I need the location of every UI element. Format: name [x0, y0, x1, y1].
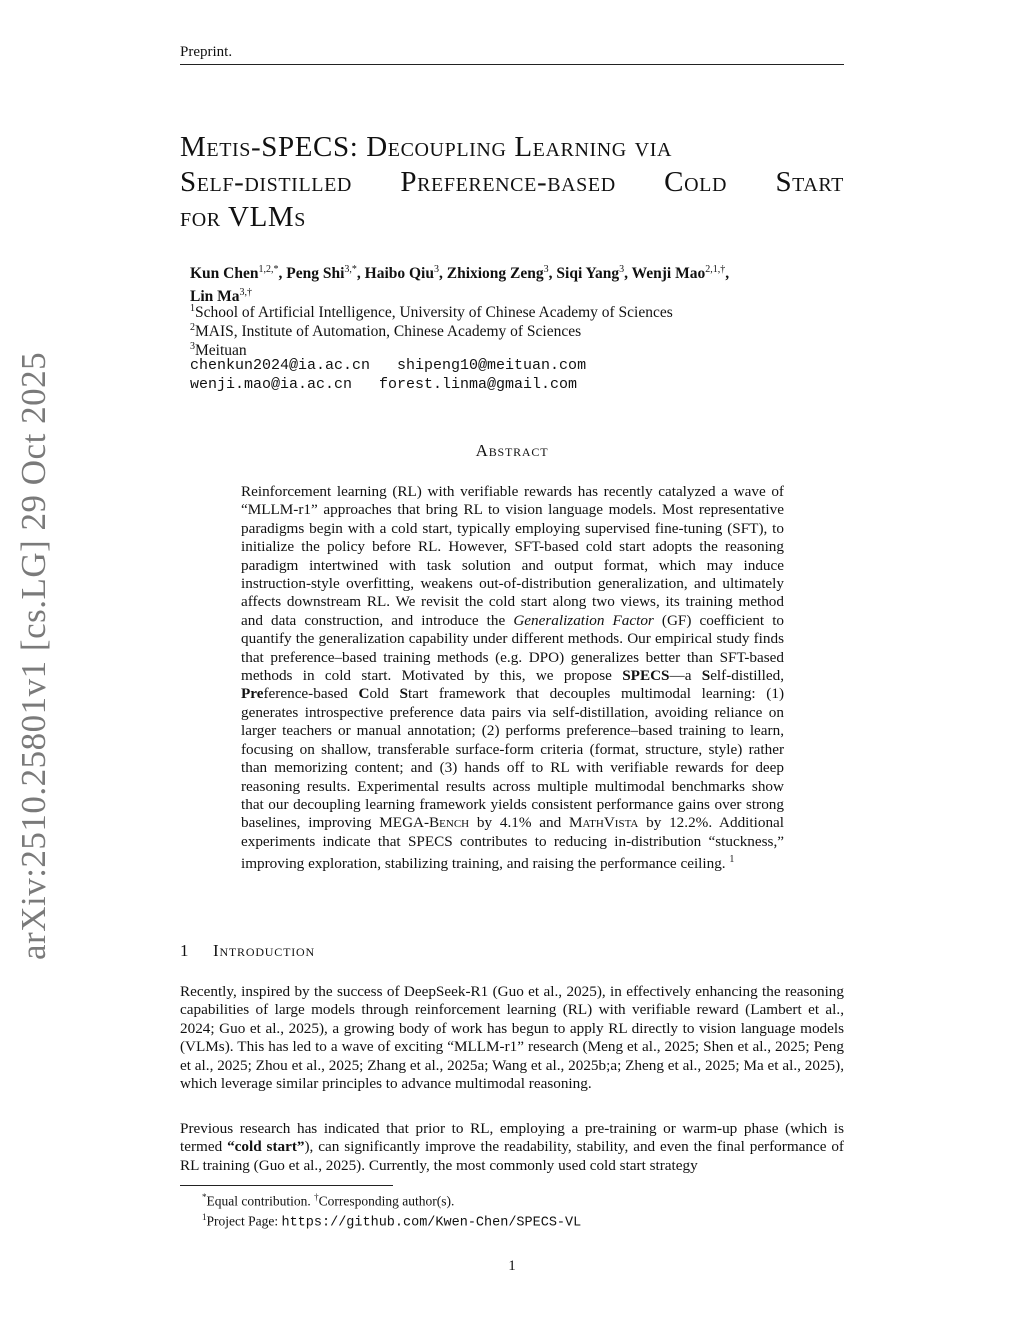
author-name: Wenji Mao — [631, 265, 706, 283]
author-name: Haibo Qiu — [364, 265, 434, 283]
footnote-marker: 1 — [729, 854, 735, 866]
affiliation-mark: 1 — [190, 303, 195, 314]
benchmark-name: MEGA-Bench — [379, 814, 470, 832]
gf-term: Generalization Factor — [513, 611, 654, 629]
paper-title — [180, 130, 844, 235]
arxiv-identifier-stamp: arXiv:2510.25801v1 [cs.LG] 29 Oct 2025 — [14, 351, 53, 960]
title-line-1: Metis-SPECS: Decoupling Learning via — [180, 131, 673, 163]
affiliation-text: Meituan — [195, 342, 247, 360]
author-affiliation-mark: 3,* — [344, 264, 357, 275]
affiliation-text: MAIS, Institute of Automation, Chinese Academy of Sciences — [195, 323, 582, 341]
specs-term: SPECS — [622, 667, 670, 685]
author-name: Lin Ma — [190, 288, 240, 306]
author-list: Kun Chen$^{1,2,*}$, Peng Shi$^{3,*}$, Haibo Qiu$^3$, Zhixiong Zeng$^3$, Siqi Yang$^3$, Wenji Mao$^{2,1,\dagger}$, Lin $Ma^{3,\dagger}$ — [190, 264, 730, 306]
author-name: Zhixiong Zeng — [446, 265, 544, 283]
page-number: 1 — [508, 1258, 516, 1274]
title-line-3: for VLMs — [180, 201, 306, 233]
author-affiliation-mark: 3 — [619, 264, 625, 275]
abstract-body: Reinforcement learning (RL) with verifiable rewards has recently catalyzed a wave of “MLLM-r1” approaches that bring RL to vision language models. Most representative paradigms begin with a cold start, typically employing supervised fine-tuning (SFT), to initialize the policy before RL. However, SFT-based cold start adopts the reasoning paradigm intertwined with task solution and output format, which may induce instruction-style overfitting, weakens out-of-distribution generalization, and ultimately affects downstream RL. We revisit the cold start along two views, its training method and data construction, and introduce the Generalization Factor (GF) coefficient to quantify the generalization capability under different methods. Our empirical study finds that preference–based training methods (e.g. DPO) generalizes better than SFT-based methods in cold start. Motivated by this, we propose SPECS—a Self-distilled, Preference-based Cold Start framework that decouples multimodal learning: (1) generates introspective preference data pairs via self-distillation, avoiding reliance on larger teachers or manual annotation; (2) performs preference–based training to learn, focusing on shallow, transferable surface-form criteria (format, structure, style) rather than memorizing content; and (3) hands off to RL with verifiable rewards for deep reasoning results. Experimental results across multiple multimodal benchmarks show that our decoupling learning framework yields consistent performance gains over strong baselines, improving MEGA-Bench by 4.1% and MathVista by 12.2%. Additional experiments indicate that SPECS contributes to reducing in-distribution “stuckness,” improving exploration, stabilizing training, and raising the performance ceiling. $^1$ — [241, 483, 785, 873]
abstract-heading: Abstract — [475, 441, 549, 460]
author-name: Siqi Yang — [556, 265, 620, 283]
footnote-project-page: $^1$Project Page: https://github.com/Kwen-Chen/SPECS-VL — [202, 1212, 582, 1231]
author-affiliation-mark: 3 — [433, 264, 439, 275]
affiliation-text: School of Artificial Intelligence, University of Chinese Academy of Sciences — [195, 304, 673, 322]
project-page-link[interactable]: https://github.com/Kwen-Chen/SPECS-VL — [281, 1215, 582, 1231]
author-affiliation-mark: 1,2,* — [258, 264, 279, 275]
running-header: Preprint. — [180, 44, 844, 65]
section-title: Introduction — [213, 941, 315, 960]
author-name: Peng Shi — [286, 265, 345, 283]
author-affiliation-mark: 3 — [543, 264, 549, 275]
footnote-contribution: *Equal contribution. †Corresponding author(s). — [202, 1192, 455, 1209]
cold-start-term: “cold start” — [227, 1138, 305, 1156]
email-line-1: chenkun2024@ia.ac.cn shipeng10@meituan.com — [190, 357, 587, 374]
affiliation-mark: 2 — [190, 322, 195, 333]
section-number: 1 — [180, 941, 190, 960]
email-line-2: wenji.mao@ia.ac.cn forest.linma@gmail.com — [190, 376, 578, 393]
author-affiliation-mark: 3,† — [239, 287, 253, 299]
author-name: Kun Chen — [190, 265, 259, 283]
section-heading-introduction — [180, 941, 315, 961]
benchmark-name: MathVista — [568, 814, 639, 832]
affiliation-mark: 3 — [190, 341, 195, 352]
footnote-divider — [180, 1185, 393, 1186]
author-affiliation-mark: 2,1,† — [705, 264, 726, 275]
intro-paragraph-1: Recently, inspired by the success of DeepSeek-R1 (Guo et al., 2025), in effectively enhancing the reasoning capabilities of large models through reinforcement learning (RL) with verifiable reward (Lambert et al., 2024; Guo et al., 2025), a growing body of work has begun to apply RL directly to vision language models (VLMs). This has led to a wave of exciting “MLLM-r1” research (Meng et al., 2025; Shen et al., 2025; Peng et al., 2025; Zhou et al., 2025; Zhang et al., 2025a; Wang et al., 2025b;a; Zheng et al., 2025; Ma et al., 2025), which leverage similar principles to advance multimodal reasoning. — [180, 983, 844, 1093]
title-line-2: Self-distilled Preference-based Cold Start — [180, 166, 844, 198]
intro-paragraph-2: Previous research has indicated that prior to RL, employing a pre-training or warm-up phase (which is termed “cold start”), can significantly improve the readability, stability, and even the final performance of RL training (Guo et al., 2025). Currently, the most commonly used cold start strategy — [180, 1120, 844, 1174]
